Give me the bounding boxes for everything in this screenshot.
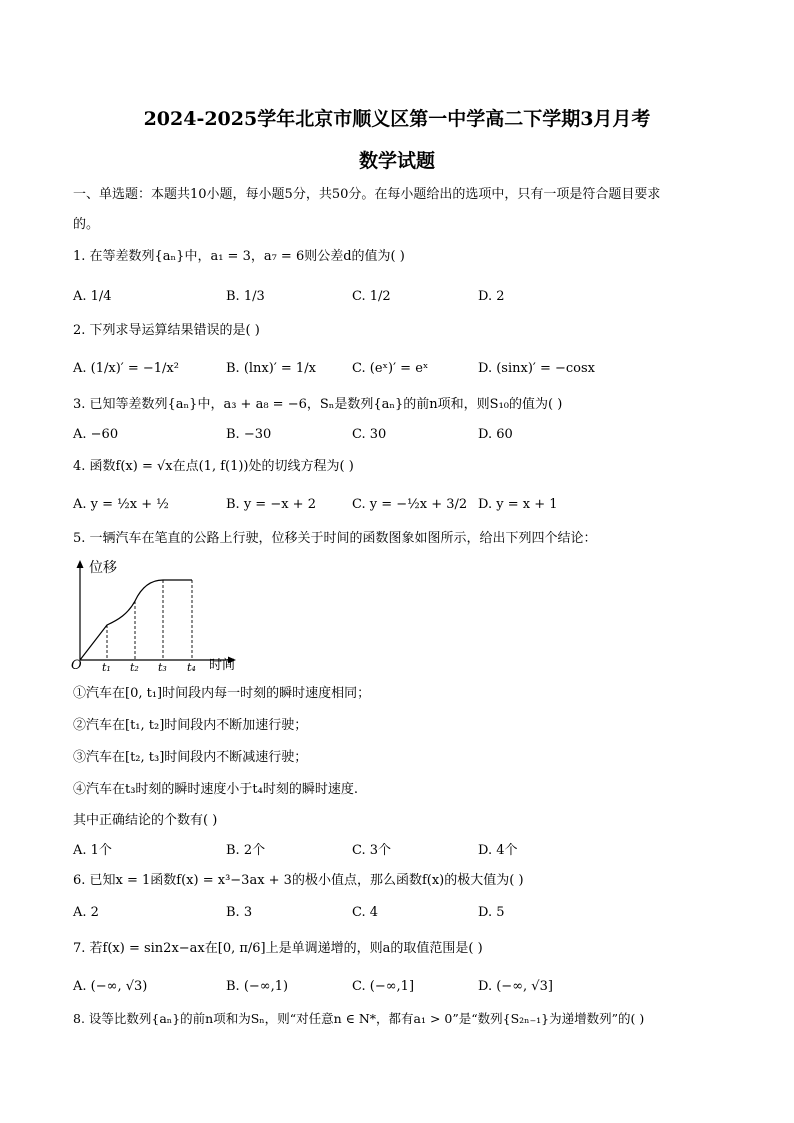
question-3-option-d: D. 60 [478, 427, 513, 442]
question-2-option-a: A. (1/x)′ = −1/x² [73, 361, 179, 376]
question-7-stem: 7. 若f(x) = sin2x−ax在[0, π/6]上是单调递增的，则a的取值范围是( ) [73, 941, 483, 956]
question-6-stem: 6. 已知x = 1函数f(x) = x³−3ax + 3的极小值点，那么函数f(x)的极大值为( ) [73, 873, 524, 888]
question-2-option-d: D. (sinx)′ = −cosx [478, 361, 596, 376]
question-7-option-a: A. (−∞, √3) [73, 979, 148, 994]
question-1-option-c: C. 1/2 [352, 289, 391, 304]
question-4-stem: 4. 函数f(x) = √x在点(1, f(1))处的切线方程为( ) [73, 459, 354, 474]
question-6-option-b: B. 3 [226, 905, 253, 920]
question-1-option-a: A. 1/4 [73, 289, 112, 304]
tick-label-t3: t₃ [158, 661, 167, 674]
question-5-statement-1: ①汽车在[0, t₁]时间段内每一时刻的瞬时速度相同； [73, 686, 371, 701]
tick-label-t2: t₂ [130, 661, 139, 674]
y-axis-arrow-icon [77, 560, 84, 568]
question-5-stem: 5. 一辆汽车在笔直的公路上行驶，位移关于时间的函数图象如图所示，给出下列四个结论： [73, 531, 597, 546]
question-5-statement-4: ④汽车在t₃时刻的瞬时速度小于t₄时刻的瞬时速度. [73, 782, 359, 797]
question-5-option-b: B. 2个 [226, 843, 266, 858]
question-1-stem: 1. 在等差数列{aₙ}中，a₁ = 3，a₇ = 6则公差d的值为( ) [73, 249, 405, 264]
question-7-option-d: D. (−∞, √3] [478, 979, 553, 994]
question-1-option-b: B. 1/3 [226, 289, 265, 304]
question-7-option-b: B. (−∞,1) [226, 979, 289, 994]
question-2-option-c: C. (eˣ)′ = eˣ [352, 361, 429, 376]
displacement-curve [80, 580, 192, 660]
origin-label: O [71, 658, 82, 673]
question-4-option-c: C. y = −½x + 3/2 [352, 497, 468, 512]
question-4-option-d: D. y = x + 1 [478, 497, 558, 512]
question-4-option-b: B. y = −x + 2 [226, 497, 316, 512]
question-8-stem: 8. 设等比数列{aₙ}的前n项和为Sₙ，则“对任意n ∈ N*，都有a₁ > 0”是“数列{S₂ₙ₋₁}为递增数列”的( ) [73, 1011, 645, 1026]
exam-title: 2024-2025学年北京市顺义区第一中学高二下学期3月月考 [143, 108, 651, 130]
question-5-option-c: C. 3个 [352, 843, 392, 858]
section-heading-line2: 的。 [73, 217, 100, 232]
question-6-option-d: D. 5 [478, 905, 505, 920]
question-4-option-a: A. y = ½x + ½ [73, 497, 169, 512]
exam-subtitle: 数学试题 [358, 150, 435, 172]
question-7-option-c: C. (−∞,1] [352, 979, 415, 994]
question-1-option-d: D. 2 [478, 289, 505, 304]
question-5-option-d: D. 4个 [478, 843, 518, 858]
question-3-option-a: A. −60 [73, 427, 119, 442]
tick-label-t1: t₁ [102, 661, 111, 674]
displacement-time-graph [70, 556, 245, 674]
question-3-stem: 3. 已知等差数列{aₙ}中，a₃ + a₈ = −6，Sₙ是数列{aₙ}的前n项和，则S₁₀的值为( ) [73, 397, 563, 412]
question-6-option-a: A. 2 [73, 905, 99, 920]
question-5-statement-2: ②汽车在[t₁, t₂]时间段内不断加速行驶； [73, 718, 308, 733]
question-2-stem: 2. 下列求导运算结果错误的是( ) [73, 323, 260, 338]
question-2-option-b: B. (lnx)′ = 1/x [226, 361, 316, 376]
x-axis-label: 时间 [209, 658, 236, 673]
question-5-prompt: 其中正确结论的个数有( ) [73, 813, 218, 828]
question-5-statement-3: ③汽车在[t₂, t₃]时间段内不断减速行驶； [73, 750, 308, 765]
question-6-option-c: C. 4 [352, 905, 379, 920]
tick-label-t4: t₄ [187, 661, 196, 674]
y-axis-label: 位移 [89, 560, 117, 576]
question-3-option-c: C. 30 [352, 427, 387, 442]
question-3-option-b: B. −30 [226, 427, 272, 442]
question-5-option-a: A. 1个 [73, 843, 112, 858]
section-heading-line1: 一、单选题：本题共10小题，每小题5分，共50分。在每小题给出的选项中，只有一项是符合题目要求 [73, 187, 661, 202]
